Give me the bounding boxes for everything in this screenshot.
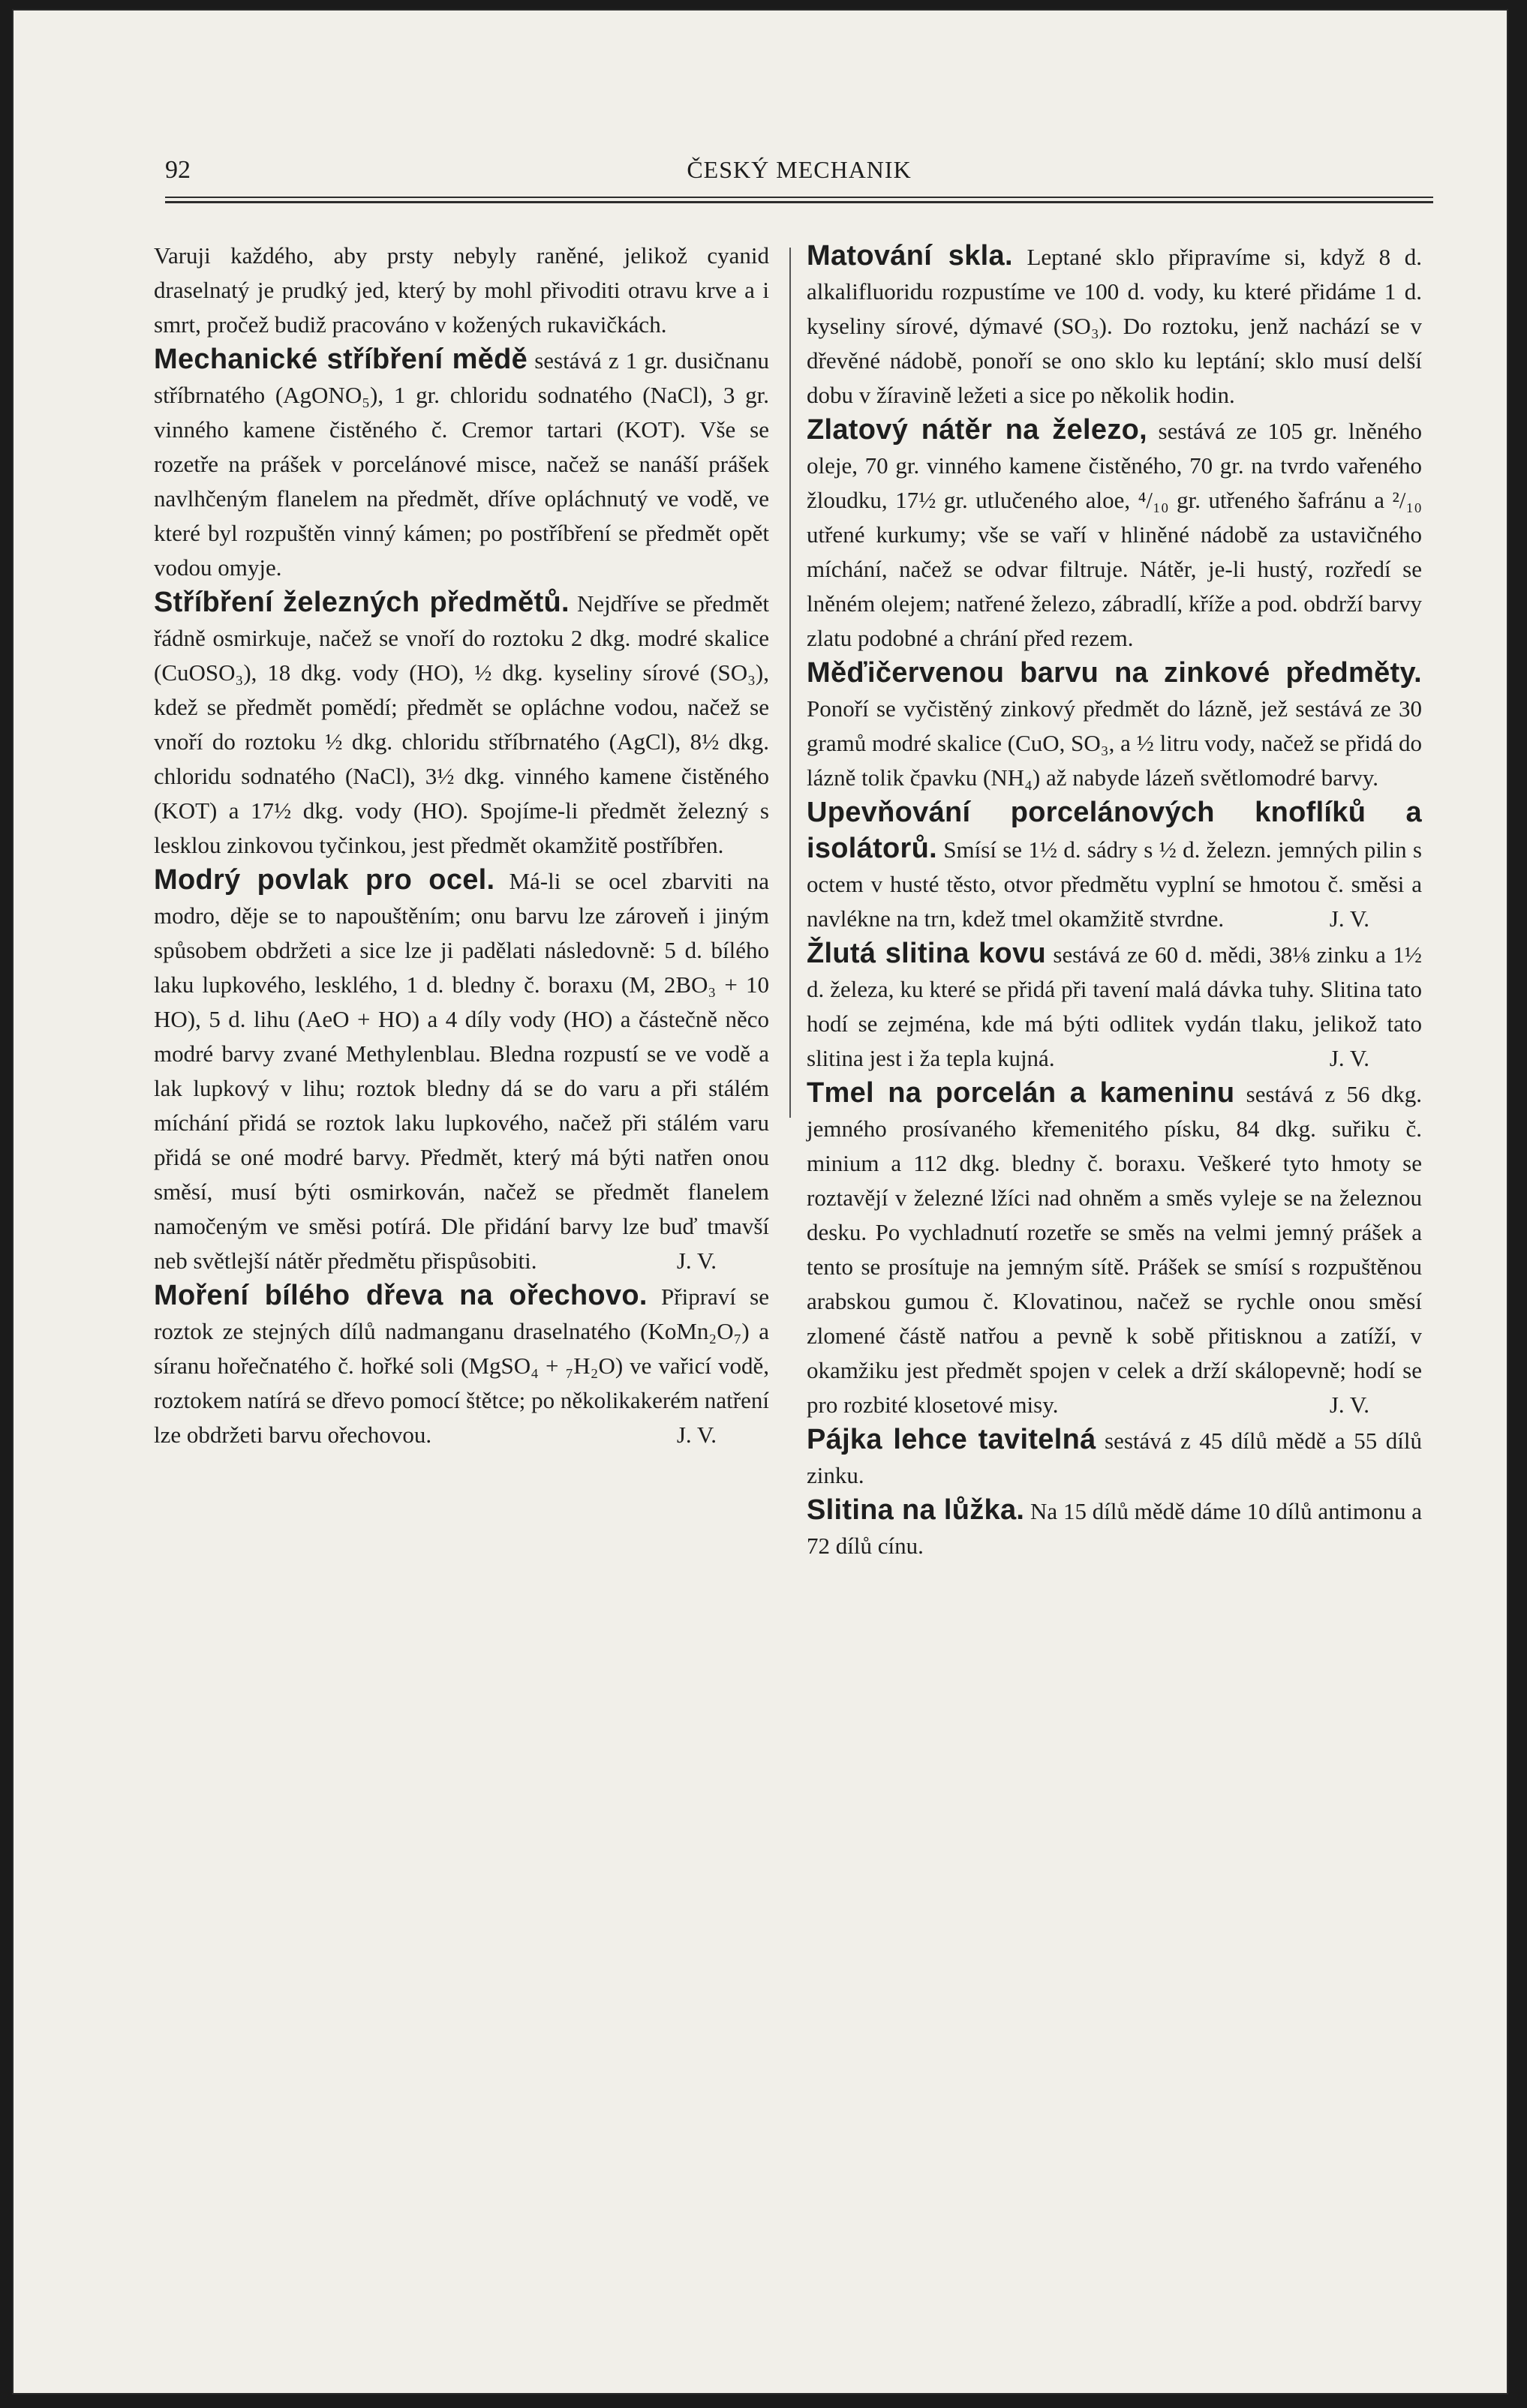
text-porcelain-buttons: Smísí se 1½ d. sádry s ½ d. železn. jemných pilin s octem v husté těsto, otvor předmětu vyplní se hmotou č. směsi a navlékne na trn, kdež tmel okamžitě stvrdne. [807, 836, 1423, 932]
text-wood-staining: Připraví se roztok ze stejných dílů nadmanganu draselnatého (KoMn₂O₇) a síranu hořečnatého č. hořké soli (MgSO₄ + ₇H₂O) ve vařicí vodě, roztokem natírá se dřevo pomocí štětce; po několikakerém natření lze obdržeti barvu ořechovou. [154, 1284, 769, 1448]
text-glass-matting: Leptané sklo připravíme si, když 8 d. alkalifluoridu rozpustíme ve 100 d. vody, ku které přidáme 1 d. kyseliny sírové, dýmavé (SO₃). Do roztoku, jenž nachází se v dřevěné nádobě, ponoří se ono sklo ku leptání; sklo musí delší dobu v žíravině ležeti a sice po několik hodin. [807, 244, 1423, 408]
heading-silvering-iron: Stříbření železných předmětů. [154, 587, 570, 618]
text-blue-coating: Má-li se ocel zbarviti na modro, děje se to napouštěním; onu barvu lze zároveň i jiným spůsobem obdržeti a sice lze ji padělati následovně: 5 d. bílého laku lupkového, lesklého, 1 d. bledny č. boraxu (M, 2BO₃ + 10 HO), 5 d. lihu (AeO + HO) a 4 díly vody (HO) a částečně něco modré barvy zvané Methylenblau. Bledna rozpustí se ve vodě a lak lupkový v lihu; roztok bledny dá se do varu a při stálém míchání přidá se roztok laku lupkového, načež při stálém varu přidá se oné modré barvy. Předmět, který má býti natřen onou směsí, musí býti osmirkován, načež se předmět flanelem namočeným ve směsi potírá. Dle přidání barvy lze buď tmavší neb světlejší nátěr předmětu přispůsobiti. [154, 868, 769, 1274]
article-gold-coating [807, 413, 1422, 656]
heading-copper-red-zinc: Měďičervenou barvu na zinkové předměty. [807, 657, 1422, 689]
text-solder: sestává z 45 dílů mědě a 55 dílů zinku. [807, 1428, 1423, 1488]
article-glass-matting [807, 239, 1422, 413]
text-silvering-iron: Nejdříve se předmět řádně osmirkuje, načež se vnoří do roztoku 2 dkg. modré skalice (CuOSO₃), 18 dkg. vody (HO), ½ dkg. kyseliny sírové (SO₃), kdež se předmět pomědí; předmět se opláchne vodou, načež se vnoří do roztoku ½ dkg. chloridu stříbrnatého (AgCl), 8½ dkg. chloridu sodnatého (NaCl), 3½ dkg. vinného kamene čistěného (KOT) a 17½ dkg. vody (HO). Spojíme-li předmět železný s lesklou zinkovou tyčinkou, jest předmět okamžitě postříbřen. [154, 590, 769, 858]
column-divider [789, 248, 791, 1118]
article-silvering-copper [154, 342, 769, 585]
text-bearing-alloy: Na 15 dílů mědě dáme 10 dílů antimonu a 72 dílů cínu. [807, 1498, 1422, 1559]
heading-porcelain-buttons: Upevňování porcelánových knoflíků a isolátorů. [807, 797, 1422, 864]
signature-wood-staining: J. V. [676, 1422, 717, 1448]
article-porcelain-cement [807, 1076, 1422, 1422]
header-rule-thick [165, 201, 1433, 203]
text-silvering-copper: sestává z 1 gr. dusičnanu stříbrnatého (AgONO₅), 1 gr. chloridu sodnatého (NaCl), 3 gr. vinného kamene čistěného č. Cremor tartari (KOT). Vše se rozetře na prášek v porcelánové misce, načež se nanáší prášek navlhčeným flanelem na předmět, dříve opláchnutý ve vodě, ve které byl rozpuštěn vinný kámen; po postříbření se předmět opět vodou omyje. [154, 347, 770, 581]
article-copper-red-zinc [807, 656, 1422, 795]
heading-wood-staining: Moření bílého dřeva na ořechovo. [154, 1280, 648, 1311]
text-yellow-alloy: sestává ze 60 d. mědi, 38⅛ zinku a 1½ d. železa, ku které se přidá při tavení malá dávka tuhy. Slitina tato hodí se zejména, kde má býti odlitek vydán tlaku, jelikož tato slitina jest i ža tepla kujná. [807, 941, 1423, 1071]
signature-porcelain-cement: J. V. [1329, 1392, 1369, 1418]
signature-blue-coating: J. V. [676, 1248, 717, 1274]
heading-blue-coating: Modrý povlak pro ocel. [154, 864, 495, 896]
heading-gold-coating: Zlatový nátěr na železo, [807, 414, 1147, 446]
signature-yellow-alloy: J. V. [1329, 1045, 1369, 1071]
signature-porcelain-buttons: J. V. [1329, 905, 1369, 932]
heading-bearing-alloy: Slitina na lůžka. [807, 1494, 1025, 1526]
page-number: 92 [165, 156, 191, 184]
page-header [165, 156, 1433, 194]
heading-solder: Pájka lehce tavitelná [807, 1424, 1096, 1455]
text-porcelain-cement: sestává z 56 dkg. jemného prosívaného křemenitého písku, 84 dkg. suřiku č. minium a 112 dkg. bledny č. boraxu. Veškeré tyto hmoty se roztavějí v železné lžíci nad ohněm a směs vyleje se na železnou desku. Po vychladnutí rozetře se směs na velmi jemný prášek a tento se prosítuje na jemným sítě. Prášek se smísí s rozpuštěnou arabskou gumou č. Klovatinou, načež se rychle onou směsí zlomené částě natřou a pevně k sobě přitisknou a zatíží, v okamžiku jest předmět spojen v celek a drží skálopevně; hodí se pro rozbité klosetové misy. [807, 1081, 1423, 1418]
right-column [807, 239, 1422, 1563]
text-copper-red-zinc: Ponoří se vyčistěný zinkový předmět do lázně, jež sestává ze 30 gramů modré skalice (CuO, SO₃, a ½ litru vody, načež se přidá do lázně tolik čpavku (NH₄) až nabyde lázeň světlomodré barvy. [807, 695, 1422, 791]
article-blue-coating [154, 863, 769, 1278]
intro-paragraph [154, 239, 769, 342]
heading-porcelain-cement: Tmel na porcelán a kameninu [807, 1077, 1235, 1109]
heading-glass-matting: Matování skla. [807, 240, 1013, 272]
intro-text: Varuji každého, aby prsty nebyly raněné, jelikož cyanid draselnatý je prudký jed, který by mohl přivoditi otravu krve a i smrt, pročež budiž pracováno v kožených rukavičkách. [154, 242, 769, 338]
left-column [154, 239, 769, 1452]
header-rule-thin [165, 197, 1433, 198]
article-solder [807, 1422, 1422, 1493]
running-title: ČESKÝ MECHANIK [687, 156, 912, 183]
heading-silvering-copper: Mechanické stříbření mědě [154, 344, 528, 375]
article-bearing-alloy [807, 1493, 1422, 1563]
text-gold-coating: sestává ze 105 gr. lněného oleje, 70 gr. vinného kamene čistěného, 70 gr. na tvrdo vařeného žloudku, 17½ gr. utlučeného aloe, ⁴/₁₀ gr. utřeného šafránu a ²/₁₀ utřené kurkumy; vše se vaří v hliněné nádobě za ustavičného míchání, načež se odvar filtruje. Nátěr, je-li hustý, rozředí se lněném olejem; natřené železo, zábradlí, kříže a pod. obdrží barvy zlatu podobné a chrání před rezem. [807, 418, 1422, 651]
article-silvering-iron [154, 585, 769, 863]
heading-yellow-alloy: Žlutá slitina kovu [807, 938, 1047, 969]
